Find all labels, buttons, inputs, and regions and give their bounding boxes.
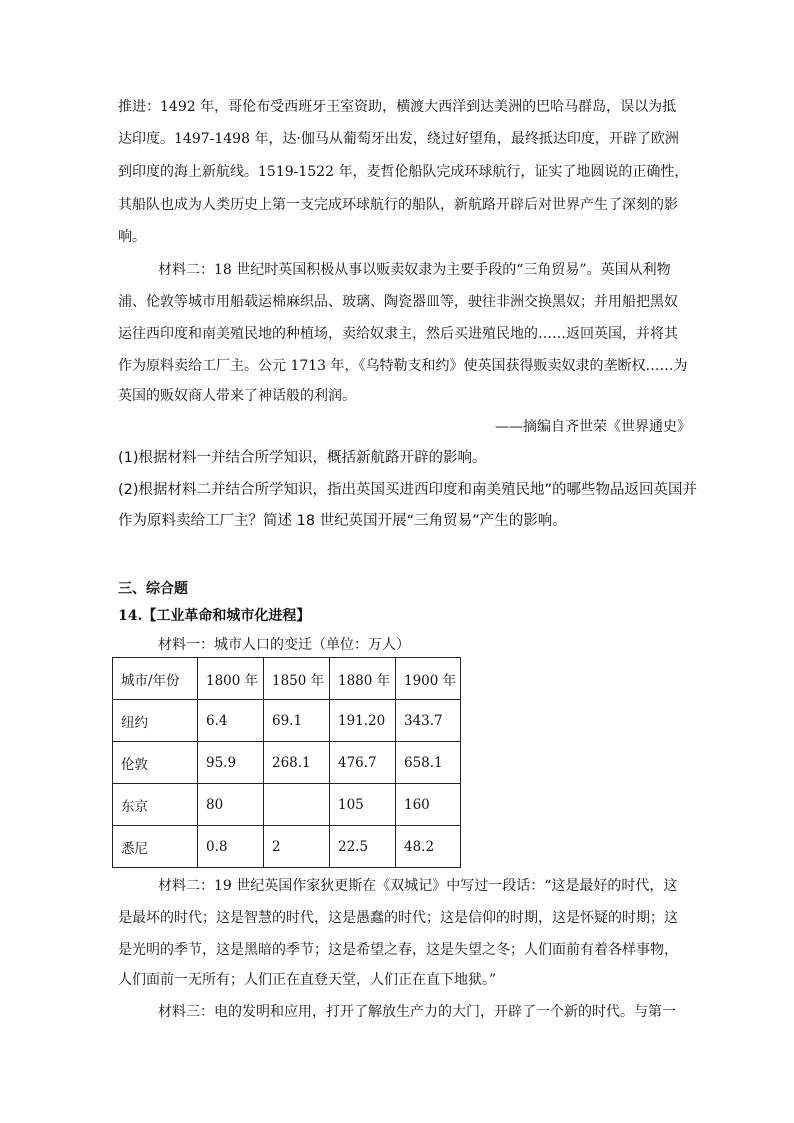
text-line: 响。 bbox=[118, 229, 146, 245]
table-cell: 48.2 bbox=[396, 826, 461, 868]
text-line: 浦、伦敦等城市用船载运棉麻织品、玻璃、陶瓷器皿等，驶往非洲交换黑奴；并用船把黑奴 bbox=[118, 294, 678, 310]
table-cell: 268.1 bbox=[264, 742, 330, 784]
table-cell: 69.1 bbox=[264, 700, 330, 742]
text-line: 材料三：电的发明和应用，打开了解放生产力的大门，开辟了一个新的时代。与第一 bbox=[158, 1004, 676, 1020]
header-cell: 1800 年 bbox=[198, 658, 264, 700]
text-line: 作为原料卖给工厂主。公元 1713 年，《乌特勒支和约》使英国获得贩卖奴隶的垄断权……为 bbox=[118, 358, 688, 374]
text-line: 是光明的季节，这是黑暗的季节；这是希望之春，这是失望之冬；人们面前有着各样事物， bbox=[118, 942, 678, 958]
table-cell: 80 bbox=[198, 784, 264, 826]
question-2: (2)根据材料二并结合所学知识，指出英国买进西印度和南美殖民地”的哪些物品返回英国并 bbox=[118, 482, 698, 498]
table-header-row bbox=[113, 658, 461, 700]
table-caption: 材料一：城市人口的变迁（单位：万人） bbox=[158, 637, 410, 653]
table-cell: 476.7 bbox=[330, 742, 396, 784]
table-cell: 191.20 bbox=[330, 700, 396, 742]
table-cell: 2 bbox=[264, 826, 330, 868]
header-cell: 城市/年份 bbox=[113, 658, 198, 700]
table-cell: 0.8 bbox=[198, 826, 264, 868]
table-cell: 东京 bbox=[113, 784, 198, 826]
table-cell: 95.9 bbox=[198, 742, 264, 784]
header-cell: 1880 年 bbox=[330, 658, 396, 700]
text-line: 运往西印度和南美殖民地的种植场，卖给奴隶主，然后买进殖民地的……返回英国，并将其 bbox=[118, 326, 678, 342]
table-row bbox=[113, 784, 461, 826]
text-line: 到印度的海上新航线。1519-1522 年，麦哲伦船队完成环球航行，证实了地圆说的正确性， bbox=[118, 164, 689, 180]
table-cell: 658.1 bbox=[396, 742, 461, 784]
header-cell: 1900 年 bbox=[396, 658, 461, 700]
source-citation: ——摘编自齐世荣《世界通史》 bbox=[495, 419, 691, 435]
table-cell: 纽约 bbox=[113, 700, 198, 742]
question-2-continued: 作为原料卖给工厂主？简述 18 世纪英国开展“三角贸易”产生的影响。 bbox=[118, 513, 567, 529]
table-row bbox=[113, 742, 461, 784]
text-line: 其船队也成为人类历史上第一支完成环球航行的船队，新航路开辟后对世界产生了深刻的影 bbox=[118, 197, 678, 213]
table-cell: 伦敦 bbox=[113, 742, 198, 784]
table-cell: 6.4 bbox=[198, 700, 264, 742]
table-cell: 343.7 bbox=[396, 700, 461, 742]
text-line: 推进：1492 年，哥伦布受西班牙王室资助，横渡大西洋到达美洲的巴哈马群岛，误以为抵 bbox=[118, 99, 677, 115]
table-row bbox=[113, 700, 461, 742]
table-cell: 悉尼 bbox=[113, 826, 198, 868]
text-line: 材料二：19 世纪英国作家狄更斯在《双城记》中写过一段话：“这是最好的时代，这 bbox=[158, 878, 678, 894]
text-line: 材料二：18 世纪时英国积极从事以贩卖奴隶为主要手段的“三角贸易”。英国从利物 bbox=[158, 262, 671, 278]
table-cell: 22.5 bbox=[330, 826, 396, 868]
table-cell bbox=[264, 784, 330, 826]
table-row bbox=[113, 826, 461, 868]
section-title: 三、综合题 bbox=[118, 581, 188, 597]
table-cell: 105 bbox=[330, 784, 396, 826]
item-title: 14.【工业革命和城市化进程】 bbox=[118, 608, 311, 624]
table-cell: 160 bbox=[396, 784, 461, 826]
text-line: 人们面前一无所有；人们正在直登天堂，人们正在直下地狱。” bbox=[118, 972, 497, 988]
text-line: 是最坏的时代；这是智慧的时代，这是愚蠢的时代；这是信仰的时期，这是怀疑的时期；这 bbox=[118, 910, 678, 926]
text-line: 英国的贩奴商人带来了神话般的利润。 bbox=[118, 388, 356, 404]
population-table bbox=[112, 657, 461, 868]
header-cell: 1850 年 bbox=[264, 658, 330, 700]
question-1: (1)根据材料一并结合所学知识，概括新航路开辟的影响。 bbox=[118, 450, 487, 466]
text-line: 达印度。1497-1498 年，达·伽马从葡萄牙出发，绕过好望角，最终抵达印度，开辟了欧洲 bbox=[118, 131, 679, 147]
